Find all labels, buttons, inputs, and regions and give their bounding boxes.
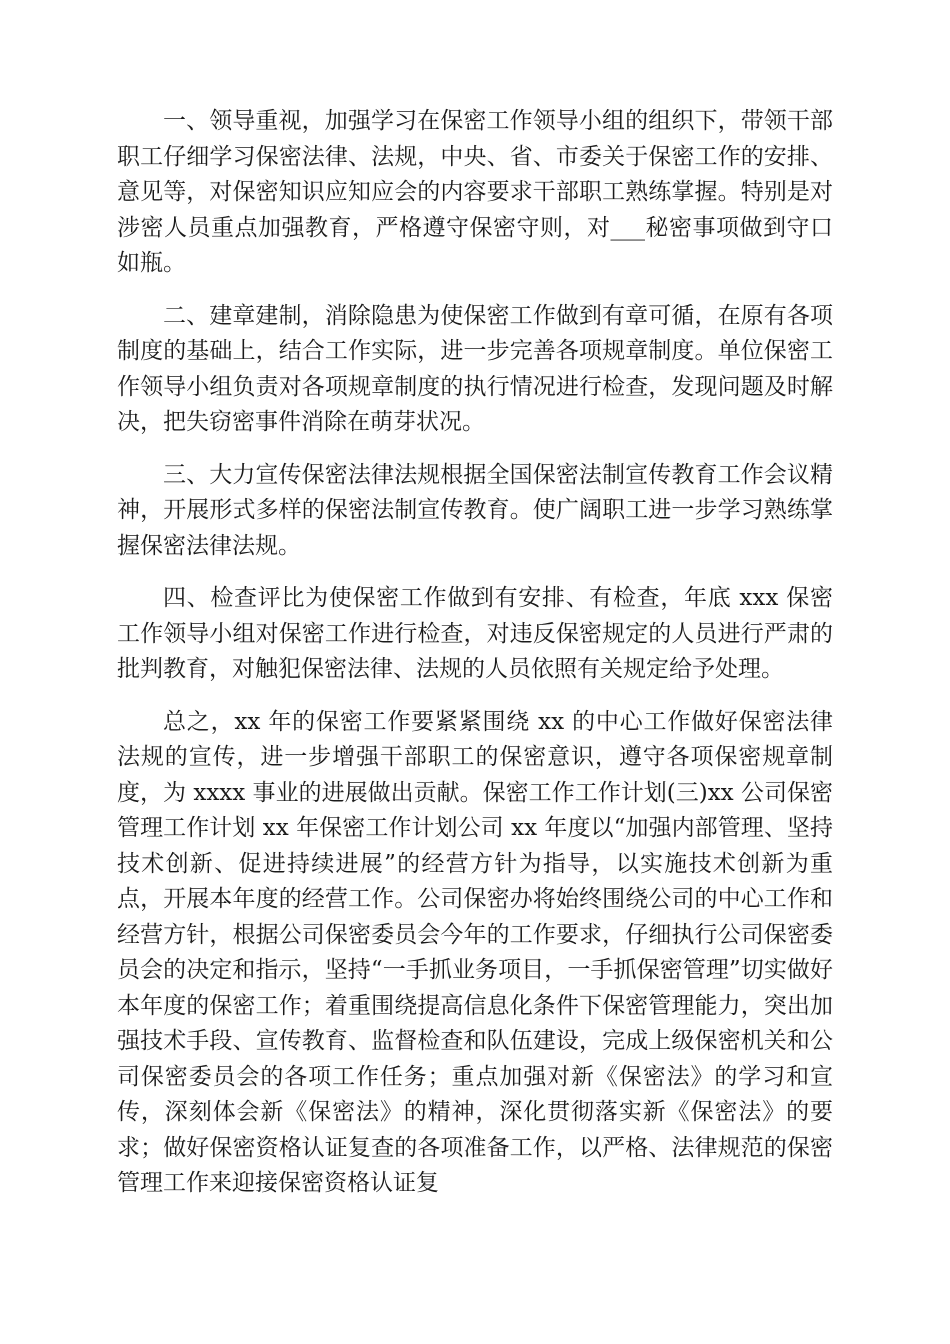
paragraph-3: 三、大力宣传保密法律法规根据全国保密法制宣传教育工作会议精神，开展形式多样的保密法制宣传教育。使广阔职工进一步学习熟练掌握保密法律法规。 — [117, 461, 833, 559]
paragraph-1: 一、领导重视，加强学习在保密工作领导小组的组织下，带领干部职工仔细学习保密法律、法规，中央、省、市委关于保密工作的安排、意见等，对保密知识应知应会的内容要求干部职工熟练掌握。特别是对涉密人员重点加强教育，严格遵守保密守则，对___秘密事项做到守口如瓶。 — [117, 108, 833, 276]
paragraph-5: 总之，xx 年的保密工作要紧紧围绕 xx 的中心工作做好保密法律法规的宣传，进一步增强干部职工的保密意识，遵守各项保密规章制度，为 xxxx 事业的进展做出贡献。保密工作工作计划(三)xx 公司保密管理工作计划 xx 年保密工作计划公司 xx 年度以“加强内部管理、坚持技术创新、促进持续进展”的经营方针为指导，以实施技术创新为重点，开展本年度的经营工作。公司保密办将始终围绕公司的中心工作和经营方针，根据公司保密委员会今年的工作要求，仔细执行公司保密委员会的决定和指示，坚持“一手抓业务项目，一手抓保密管理”切实做好本年度的保密工作；着重围绕提高信息化条件下保密管理能力，突出加强技术手段、宣传教育、监督检查和队伍建设，完成上级保密机关和公司保密委员会的各项工作任务；重点加强对新《保密法》的学习和宣传，深刻体会新《保密法》的精神，深化贯彻落实新《保密法》的要求；做好保密资格认证复查的各项准备工作，以严格、法律规范的保密管理工作来迎接保密资格认证复 — [117, 708, 833, 1196]
paragraph-4: 四、检查评比为使保密工作做到有安排、有检查，年底 xxx 保密工作领导小组对保密工作进行检查，对违反保密规定的人员进行严肃的批判教育，对触犯保密法律、法规的人员依照有关规定给予处理。 — [117, 585, 833, 682]
paragraph-2: 二、建章建制，消除隐患为使保密工作做到有章可循，在原有各项制度的基础上，结合工作实际，进一步完善各项规章制度。单位保密工作领导小组负责对各项规章制度的执行情况进行检查，发现问题及时解决，把失窃密事件消除在萌芽状况。 — [117, 302, 833, 435]
document-page — [117, 104, 833, 1202]
